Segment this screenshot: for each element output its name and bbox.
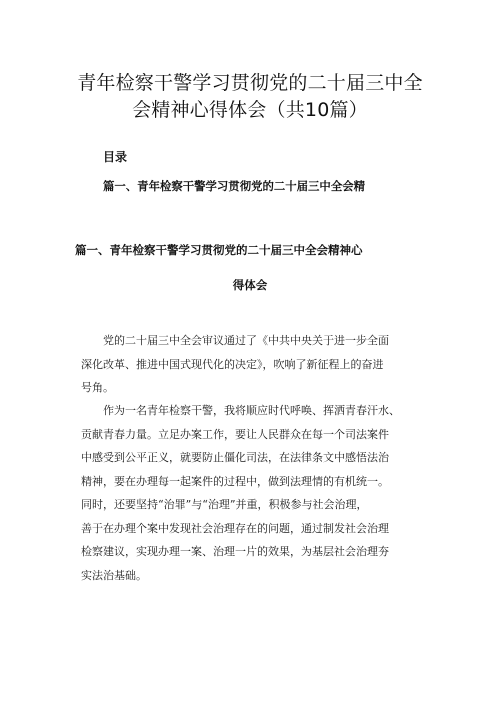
- document-title: [40, 70, 460, 124]
- body-paragraph-2: [81, 399, 411, 587]
- toc-heading: 目录: [103, 150, 128, 164]
- paragraph-line: 实法治基础。: [81, 568, 147, 582]
- paragraph-line: 党的二十届三中全会审议通过了《中共中央关于进一步全面: [103, 334, 389, 347]
- section-title-line-1: 篇一、青年检察干警学习贯彻党的二十届三中全会精神心: [75, 243, 363, 257]
- section-title-line-2: 得体会: [232, 278, 268, 292]
- paragraph-line: 善于在办理个案中发现社会治理存在的问题，通过制发社会治理: [81, 521, 389, 535]
- document-title-line-1: 青年检察干警学习贯彻党的二十届三中全: [77, 72, 423, 94]
- paragraph-line: 号角。: [81, 381, 114, 394]
- paragraph-line: 作为一名青年检察干警，我将顺应时代呼唤、挥洒青春汗水、: [103, 404, 400, 417]
- paragraph-line: 贡献青春力量。立足办案工作，要让人民群众在每一个司法案件: [81, 427, 389, 441]
- toc-item[interactable]: 篇一、青年检察干警学习贯彻党的二十届三中全会精: [103, 179, 365, 193]
- paragraph-line: 中感受到公平正义，就要防止僵化司法，在法律条文中感悟法治: [81, 451, 389, 464]
- paragraph-line: 深化改革、推进中国式现代化的决定》，吹响了新征程上的奋进: [81, 357, 384, 371]
- paragraph-line: 检察建议，实现办理一案、治理一片的效果，为基层社会治理夯: [81, 545, 389, 558]
- paragraph-line: 精神，要在办理每一起案件的过程中，做到法理情的有机统一。: [81, 474, 389, 488]
- paragraph-line: 同时，还要坚持“治罪”与“治理”并重，积极参与社会治理，: [81, 498, 368, 511]
- document-title-line-2: 会精神心得体会（共10篇）: [132, 99, 368, 121]
- body-paragraph-1: [81, 329, 411, 400]
